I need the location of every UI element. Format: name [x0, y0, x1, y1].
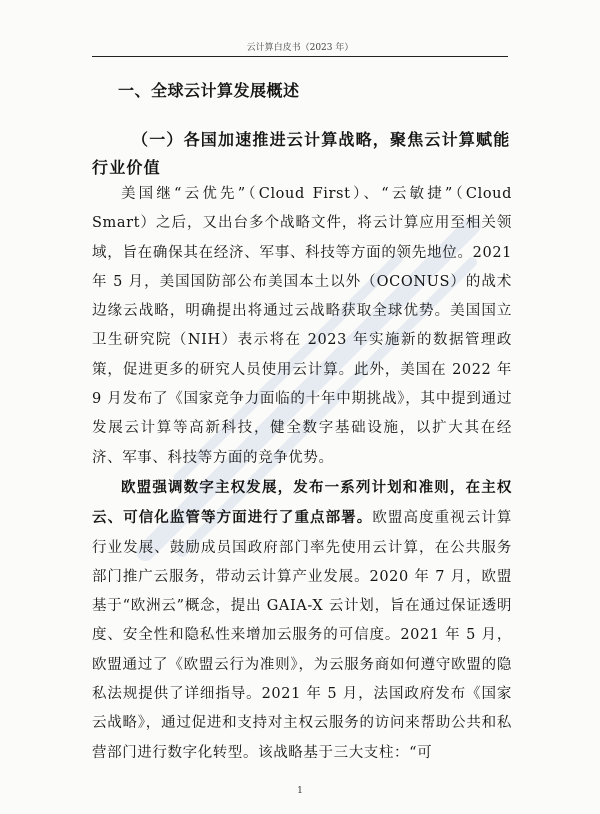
section-heading: 一、全球云计算发展概述 — [118, 81, 300, 100]
paragraph-lead: 欧盟强调数字主权发展，发布一系列计划和准则，在主权云、可信化监管等方面进行了重点部署。 — [92, 478, 512, 527]
header-rule — [92, 56, 508, 57]
subsection-heading: （一）各国加速推进云计算战略，聚焦云计算赋能行业价值 — [92, 130, 511, 177]
paragraph-text: 美国继“云优先”（Cloud First）、“云敏捷”（Cloud Smart）之后，又出台多个战略文件，将云计算应用至相关领域，旨在确保其在经济、军事、科技等方面的领先地位。2021 年 5 月，美国国防部公布美国本土以外（OCONUS）的战术边缘云战略，明确提出将通过云战略获取全球优势。美国国立卫生研究院（NIH）表示将在 2023 年实施新的数据管理政策，促进更多的研究人员使用云计算。此外，美国在 2022 年 9 月发布了《国家竞争力面临的十年中期挑战》，其中提到通过发展云计算等高新科技，健全数字基础设施，以扩大其在经济、军事、科技等方面的竞争优势。 — [92, 186, 512, 466]
body-text — [92, 180, 512, 768]
page-number: 1 — [297, 786, 303, 796]
paragraph-text: 欧盟高度重视云计算行业发展、鼓励成员国政府部门率先使用云计算，在公共服务部门推广云服务，带动云计算产业发展。2020 年 7 月，欧盟基于“欧洲云”概念，提出 GAIA-X 云计划，旨在通过保证透明度、安全性和隐私性来增加云服务的可信度。2021 年 5 月，欧盟通过了《欧盟云行为准则》，为云服务商如何遵守欧盟的隐私法规提供了详细指导。2021 年 5 月，法国政府发布《国家云战略》，通过促进和支持对主权云服务的访问来帮助公共和私营部门进行数字化转型。该战略基于三大支柱：“可 — [92, 510, 512, 761]
running-header: 云计算白皮书（2023 年） — [246, 43, 354, 53]
paragraph-eu-strategy — [92, 473, 512, 768]
paragraph-us-strategy — [92, 180, 512, 473]
